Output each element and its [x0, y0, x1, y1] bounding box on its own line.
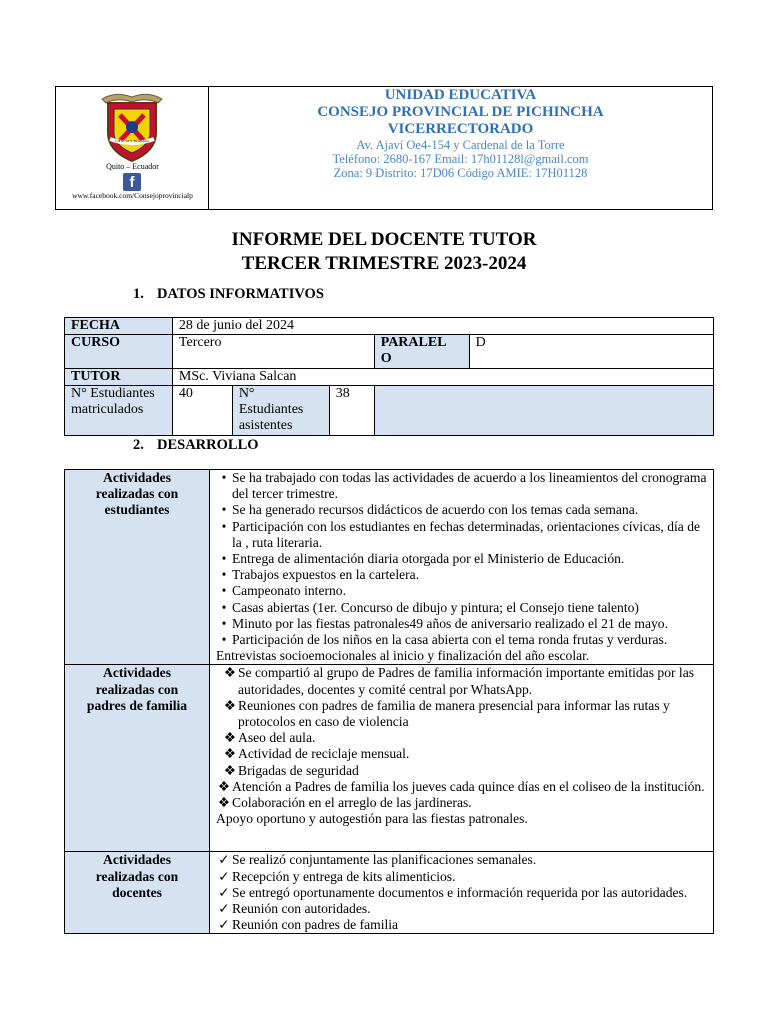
teachers-activity-bullet-icon: ✓ — [218, 884, 230, 900]
students-activity-item — [216, 632, 707, 648]
teachers-activity-item — [216, 901, 707, 917]
students-extra-line: Entrevistas socioemocionales al inicio y finalización del año escolar. — [216, 648, 590, 664]
students-label-line-3: estudiantes — [104, 502, 170, 518]
asistentes-label-part-1: N° — [238, 386, 255, 401]
fecha-value: 28 de junio del 2024 — [172, 318, 713, 335]
students-activity-item-text: Participación de los niños en la casa abierta con el tema ronda frutas y verduras. — [232, 632, 668, 648]
parents-activities-label — [65, 665, 210, 852]
parents-activity-item — [216, 779, 707, 795]
parents-activity-item-text: Brigadas de seguridad — [238, 762, 359, 778]
phone-email-line: Teléfono: 2680-167 Email: 17h01128l@gmail.com — [332, 152, 589, 166]
logo-area — [56, 87, 209, 209]
teachers-label-line-2: realizadas con — [95, 868, 179, 884]
curso-label: CURSO — [65, 335, 173, 369]
section-2-number: 2. — [133, 437, 144, 453]
tutor-value: MSc. Viviana Salcan — [172, 369, 713, 386]
students-activity-item-text: Participación con los estudiantes en fechas determinadas, orientaciones cívicas, día de la , ruta literaria. — [232, 518, 701, 550]
teachers-activity-bullet-icon: ✓ — [218, 868, 230, 884]
students-activity-item-text: Se ha generado recursos didácticos de acuerdo con los temas cada semana. — [232, 502, 639, 518]
parents-activity-item-text: Actividad de reciclaje mensual. — [238, 746, 410, 762]
parents-activity-bullet-icon: ❖ — [217, 778, 231, 794]
asistentes-label-part-3: asistentes — [238, 418, 293, 433]
crest-motto: CIENCIA Y TRABAJO — [115, 139, 149, 143]
students-activities-label — [65, 470, 210, 665]
paralelo-label — [374, 335, 469, 369]
info-table — [64, 317, 714, 436]
asistentes-label — [232, 386, 329, 436]
matriculados-label-part-1: N° Estudiantes — [71, 386, 155, 401]
parents-activity-item-text: Colaboración en el arreglo de las jardineras. — [232, 795, 472, 811]
asistentes-value: 38 — [329, 386, 374, 436]
fecha-label: FECHA — [65, 318, 173, 335]
students-activity-item — [216, 519, 707, 551]
section-2-label: DESARROLLO — [157, 437, 259, 453]
matriculados-label — [65, 386, 173, 436]
students-activity-item — [216, 502, 707, 518]
teachers-activity-item-text: Reunión con padres de familia — [232, 917, 399, 933]
parents-activity-bullet-icon: ❖ — [223, 746, 237, 762]
paralelo-label-part-1: PARALEL — [380, 335, 447, 350]
section-1-heading — [133, 286, 324, 303]
students-activity-item-text: Minuto por las fiestas patronales49 años de aniversario realizado el 21 de mayo. — [232, 615, 668, 631]
section-1-label: DATOS INFORMATIVOS — [157, 286, 324, 302]
parents-activity-bullet-icon: ❖ — [223, 697, 237, 713]
students-activity-item — [216, 551, 707, 567]
parents-label-line-3: padres de familia — [86, 697, 188, 713]
parents-activity-bullet-icon: ❖ — [223, 762, 237, 778]
students-activity-bullet-icon: • — [221, 551, 227, 567]
school-name-line-2: CONSEJO PROVINCIAL DE PICHINCHA — [317, 104, 604, 120]
parents-activity-item-text: Aseo del aula. — [238, 730, 316, 746]
students-activity-item — [216, 583, 707, 599]
students-activity-item-text: Se ha trabajado con todas las actividades de acuerdo a los lineamientos del cronograma del tercer trimestre. — [232, 470, 707, 502]
address-line: Av. Ajaví Oe4-154 y Cardenal de la Torre — [356, 138, 565, 152]
students-activity-item — [216, 470, 707, 502]
curso-value: Tercero — [172, 335, 374, 369]
teachers-activity-bullet-icon: ✓ — [218, 901, 230, 917]
students-activity-bullet-icon: • — [221, 599, 227, 615]
teachers-label-line-3: docentes — [112, 884, 162, 900]
facebook-icon[interactable]: f — [123, 173, 141, 191]
students-activity-item — [216, 567, 707, 583]
letterhead — [55, 86, 713, 210]
paralelo-value: D — [469, 335, 713, 369]
section-1-number: 1. — [133, 286, 144, 302]
letterhead-info — [209, 87, 712, 209]
parents-activity-item — [216, 795, 707, 811]
teachers-activity-item — [216, 869, 707, 885]
students-activity-bullet-icon: • — [221, 567, 227, 583]
empty-shaded-cell — [374, 386, 713, 436]
students-activity-item — [216, 600, 707, 616]
students-activity-bullet-icon: • — [221, 502, 227, 518]
parents-activity-item-text: Reuniones con padres de familia de manera presencial para informar las rutas y protocolos en caso de violencia — [238, 697, 670, 730]
teachers-activities-list — [210, 852, 714, 934]
parents-activity-bullet-icon: ❖ — [217, 795, 231, 811]
teachers-activity-item — [216, 852, 707, 868]
zone-district-line: Zona: 9 Distrito: 17D06 Código AMIE: 17H01128 — [333, 166, 588, 180]
teachers-activity-item — [216, 885, 707, 901]
parents-activities-list — [210, 665, 714, 852]
students-activity-item-text: Trabajos expuestos en la cartelera. — [232, 567, 420, 583]
parents-activity-item — [216, 698, 707, 730]
city-label: Quito – Ecuador — [106, 162, 159, 171]
parents-label-line-2: realizadas con — [95, 681, 179, 697]
teachers-label-line-1: Actividades — [103, 852, 171, 868]
students-activity-bullet-icon: • — [221, 470, 227, 485]
asistentes-label-part-2: Estudiantes — [238, 402, 304, 417]
paralelo-label-part-2: O — [380, 351, 392, 366]
school-crest-icon — [96, 89, 168, 163]
parents-activity-item-text: Atención a Padres de familia los jueves cada quince días en el coliseo de la institución. — [232, 778, 705, 794]
parents-extra-line: Apoyo oportuno y autogestión para las fiestas patronales. — [216, 811, 528, 827]
students-activity-bullet-icon: • — [221, 632, 227, 648]
parents-activity-bullet-icon: ❖ — [223, 665, 237, 681]
students-label-line-1: Actividades — [103, 470, 171, 485]
students-activity-item-text: Casas abiertas (1er. Concurso de dibujo y pintura; el Consejo tiene talento) — [232, 599, 639, 615]
report-subtitle: TERCER TRIMESTRE 2023-2024 — [241, 253, 527, 274]
teachers-activity-bullet-icon: ✓ — [218, 917, 230, 933]
facebook-url[interactable]: www.facebook.com/Consejoprovincialp — [72, 191, 193, 200]
parents-activity-item — [216, 763, 707, 779]
students-activity-bullet-icon: • — [221, 615, 227, 631]
students-activity-bullet-icon: • — [221, 583, 227, 599]
students-activity-item-text: Campeonato interno. — [232, 583, 347, 599]
parents-activity-item-text: Se compartió al grupo de Padres de familia información importante emitidas por las autoridades, docentes y comité central por WhatsApp. — [238, 665, 695, 697]
matriculados-value: 40 — [172, 386, 232, 436]
students-activities-list — [210, 470, 714, 665]
matriculados-label-part-2: matriculados — [71, 402, 144, 417]
tutor-label: TUTOR — [65, 369, 173, 386]
teachers-activity-bullet-icon: ✓ — [218, 852, 230, 868]
parents-activity-bullet-icon: ❖ — [223, 730, 237, 746]
report-title: INFORME DEL DOCENTE TUTOR — [231, 229, 537, 250]
parents-label-line-1: Actividades — [103, 665, 171, 681]
parents-activity-item — [216, 665, 707, 697]
students-activity-item — [216, 616, 707, 632]
section-2-heading — [133, 437, 259, 454]
teachers-activity-item-text: Reunión con autoridades. — [232, 901, 371, 917]
school-name-line-1: UNIDAD EDUCATIVA — [384, 87, 537, 103]
students-activity-bullet-icon: • — [221, 518, 227, 534]
students-label-line-2: realizadas con — [95, 486, 179, 502]
school-name-line-3: VICERRECTORADO — [387, 121, 534, 137]
parents-activity-item — [216, 746, 707, 762]
development-table — [64, 469, 714, 934]
teachers-activity-item-text: Recepción y entrega de kits alimenticios. — [232, 868, 456, 884]
teachers-activity-item-text: Se realizó conjuntamente las planificaciones semanales. — [232, 852, 537, 868]
parents-activity-item — [216, 730, 707, 746]
students-activity-item-text: Entrega de alimentación diaria otorgada por el Ministerio de Educación. — [232, 551, 625, 567]
teachers-activity-item — [216, 917, 707, 933]
teachers-activities-label — [65, 852, 210, 934]
teachers-activity-item-text: Se entregó oportunamente documentos e información requerida por las autoridades. — [232, 884, 688, 900]
